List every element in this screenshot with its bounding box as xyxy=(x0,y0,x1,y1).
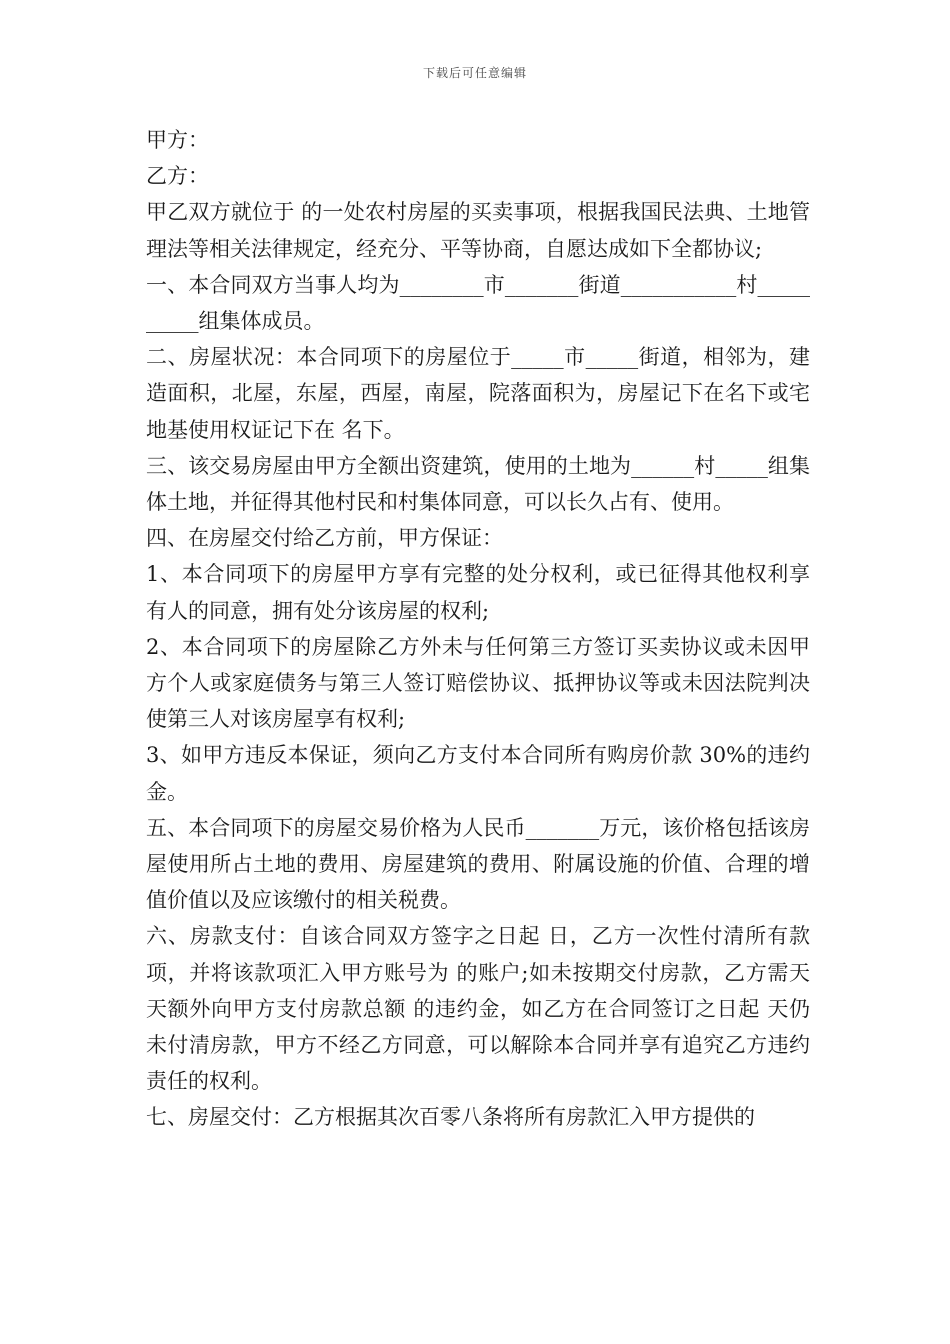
clause-4-item-3: 3、如甲方违反本保证，须向乙方支付本合同所有购房价款 30%的违约金。 xyxy=(146,743,810,804)
clause-5: 五、本合同项下的房屋交易价格为人民币_______万元，该价格包括该房屋使用所占土地的费用、房屋建筑的费用、附属设施的价值、合理的增值价值以及应该缴付的相关税费。 xyxy=(146,815,810,913)
clause-2: 二、房屋状况：本合同项下的房屋位于_____市_____街道，相邻为，建造面积，北屋，东屋，西屋，南屋，院落面积为，房屋记下在名下或宅地基使用权证记下在 名下。 xyxy=(146,345,810,442)
clause-4: 四、在房屋交付给乙方前，甲方保证： xyxy=(146,526,503,551)
clause-6: 六、房款支付：自该合同双方签字之日起 日，乙方一次性付清所有款项，并将该款项汇入甲方账号为 的账户;如未按期交付房款，乙方需天天额外向甲方支付房款总额 的违约金，如乙方在合同签订之日起 天仍未付清房款，甲方不经乙方同意，可以解除本合同并享有追究乙方违约责任的权利。 xyxy=(146,924,810,1094)
party-b-line: 乙方： xyxy=(146,164,209,189)
clause-4-item-1: 1、本合同项下的房屋甲方享有完整的处分权利，或已征得其他权利享有人的同意，拥有处分该房屋的权利; xyxy=(146,562,810,623)
party-a-line: 甲方： xyxy=(146,128,209,152)
clause-3: 三、该交易房屋由甲方全额出资建筑，使用的土地为______村_____组集体土地，并征得其他村民和村集体同意，可以长久占有、使用。 xyxy=(146,453,810,515)
clause-1: 一、本合同双方当事人均为________市_______街道___________村__________组集体成员。 xyxy=(146,272,810,334)
header-note: 下载后可任意编辑 xyxy=(422,66,527,80)
clause-7: 七、房屋交付：乙方根据其次百零八条将所有房款汇入甲方提供的 xyxy=(146,1105,755,1130)
document-body xyxy=(146,122,810,1136)
clause-4-item-2: 2、本合同项下的房屋除乙方外未与任何第三方签订买卖协议或未因甲方个人或家庭债务与第三人签订赔偿协议、抵押协议等或未因法院判决使第三人对该房屋享有权利; xyxy=(146,634,810,732)
intro-paragraph: 甲乙双方就位于 的一处农村房屋的买卖事项，根据我国民法典、土地管理法等相关法律规定，经充分、平等协商，自愿达成如下全都协议; xyxy=(146,200,810,261)
